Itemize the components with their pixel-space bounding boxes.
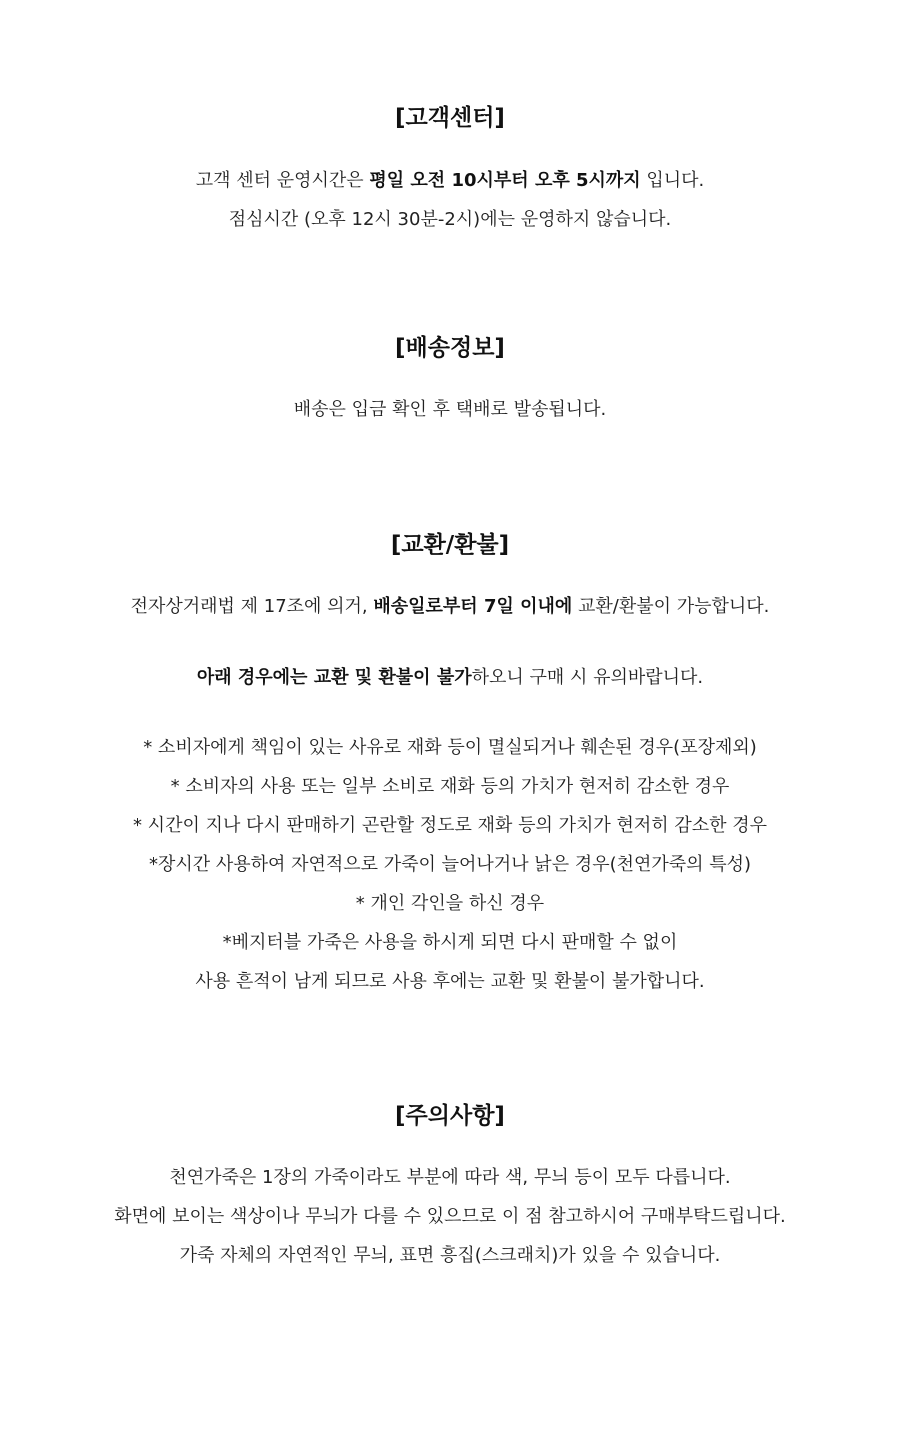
exchange-policy-pre: 전자상거래법 제 17조에 의거,	[130, 596, 374, 617]
caution-title: [주의사항]	[395, 1103, 505, 1129]
exchange-exception-item: * 소비자에게 책임이 있는 사유로 재화 등이 멸실되거나 훼손된 경우(포장제외)	[143, 737, 757, 758]
exchange-exception-item: * 시간이 지나 다시 판매하기 곤란할 정도로 재화 등의 가치가 현저히 감소한 경우	[132, 815, 768, 836]
customer-center-hours-pre: 고객 센터 운영시간은	[195, 170, 370, 191]
exchange-title: [교환/환불]	[390, 532, 510, 558]
caution-line: 천연가죽은 1장의 가죽이라도 부분에 따라 색, 무늬 등이 모두 다릅니다.	[169, 1167, 731, 1188]
exchange-warning-bold: 아래 경우에는 교환 및 환불이 불가	[196, 667, 472, 688]
exchange-exception-item: * 개인 각인을 하신 경우	[355, 893, 545, 914]
customer-center-hours	[0, 168, 900, 194]
exchange-exception-item: 사용 흔적이 남게 되므로 사용 후에는 교환 및 환불이 불가합니다.	[195, 971, 705, 992]
exchange-exception-item: * 소비자의 사용 또는 일부 소비로 재화 등의 가치가 현저히 감소한 경우	[170, 776, 730, 797]
shipping-title: [배송정보]	[395, 335, 505, 361]
caution-line: 가죽 자체의 자연적인 무늬, 표면 흥집(스크래치)가 있을 수 있습니다.	[179, 1245, 721, 1266]
customer-center-lunch: 점심시간 (오후 12시 30분-2시)에는 운영하지 않습니다.	[228, 209, 672, 230]
shipping-info: 배송은 입금 확인 후 택배로 발송됩니다.	[293, 399, 607, 420]
customer-center-hours-post: 입니다.	[640, 170, 705, 191]
customer-center-hours-bold: 평일 오전 10시부터 오후 5시까지	[369, 170, 641, 191]
exchange-policy-post: 교환/환불이 가능합니다.	[572, 596, 770, 617]
exchange-policy	[0, 594, 900, 620]
exchange-exception-item: *장시간 사용하여 자연적으로 가죽이 늘어나거나 낡은 경우(천연가죽의 특성)	[148, 854, 752, 875]
exchange-policy-bold: 배송일로부터 7일 이내에	[373, 596, 573, 617]
customer-center-title: [고객센터]	[395, 105, 505, 131]
exchange-warning	[0, 665, 900, 691]
caution-line: 화면에 보이는 색상이나 무늬가 다를 수 있으므로 이 점 참고하시어 구매부탁드립니다.	[114, 1206, 786, 1227]
exchange-warning-post: 하오니 구매 시 유의바랍니다.	[471, 667, 704, 688]
exchange-exception-item: *베지터블 가죽은 사용을 하시게 되면 다시 판매할 수 없이	[222, 932, 678, 953]
